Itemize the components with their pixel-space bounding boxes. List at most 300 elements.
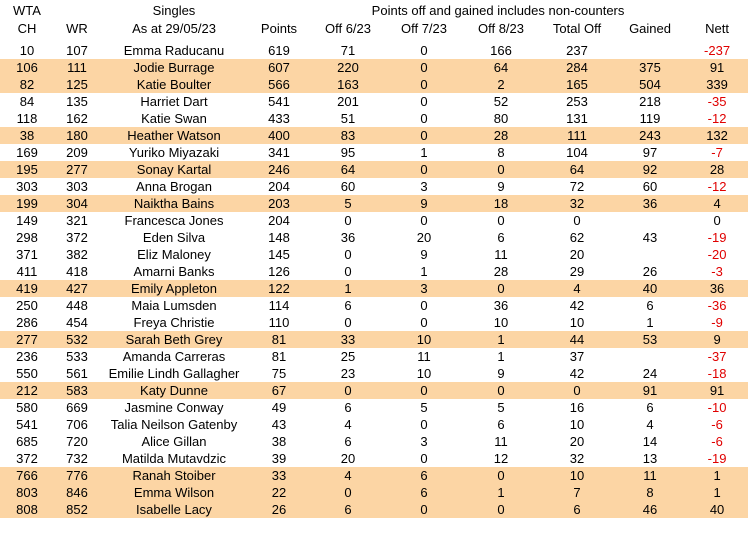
points-cell: 67 [248,382,310,399]
off7-cell: 3 [386,280,462,297]
wta-ch-cell: 212 [0,382,54,399]
off6-cell: 6 [310,501,386,518]
nett-cell: -19 [707,230,727,245]
world-rank-cell: 135 [66,94,88,109]
table-row [0,348,748,365]
wta-ch-cell: 580 [16,400,38,415]
world-rank-cell: 852 [54,501,100,518]
header-as-at: As at 29/05/23 [132,21,216,36]
wta-ch-cell: 149 [16,213,38,228]
nett-cell: -19 [707,451,727,466]
player-name-cell: Emma Wilson [100,484,248,501]
table-row [0,195,748,212]
points-cell: 341 [268,145,290,160]
world-rank-cell: 533 [66,349,88,364]
world-rank-cell: 776 [54,467,100,484]
player-name-cell: Amarni Banks [133,264,215,279]
wta-ch-cell: 236 [16,349,38,364]
nett-cell: 4 [686,195,748,212]
gained-cell [614,348,686,365]
points-cell: 541 [268,94,290,109]
off8-cell: 18 [462,195,540,212]
world-rank-cell: 532 [54,331,100,348]
player-name-cell: Matilda Mutavdzic [121,451,227,466]
table-row [0,76,748,93]
total-off-cell: 0 [540,382,614,399]
world-rank-cell: 372 [66,230,88,245]
wta-ch-cell: 84 [19,94,35,109]
table-row [0,144,748,161]
table-row [0,110,748,127]
header-off7: Off 7/23 [400,21,447,36]
table-row [0,331,748,348]
total-off-cell: 10 [569,315,585,330]
off7-cell: 0 [420,417,428,432]
gained-cell: 218 [639,94,661,109]
off7-cell: 0 [386,76,462,93]
wta-ch-cell: 411 [16,264,38,279]
off8-cell: 0 [462,467,540,484]
table-row [0,382,748,399]
player-name-cell: Freya Christie [133,315,215,330]
off6-cell: 6 [344,434,352,449]
nett-cell: -9 [711,315,723,330]
world-rank-cell: 321 [66,213,88,228]
nett-cell: -35 [707,94,727,109]
points-cell: 619 [268,43,290,58]
player-name-cell: Isabelle Lacy [100,501,248,518]
total-off-cell: 7 [540,484,614,501]
off8-cell: 6 [497,417,505,432]
off8-cell: 11 [494,247,508,262]
player-name-cell: Jasmine Conway [124,400,224,415]
off6-cell: 4 [310,467,386,484]
wta-ch-cell: 199 [0,195,54,212]
wta-ch-cell: 169 [16,145,38,160]
points-cell: 204 [268,213,290,228]
player-name-cell: Anna Brogan [136,179,212,194]
points-cell: 22 [248,484,310,501]
player-name-cell: Yuriko Miyazaki [128,145,220,160]
world-rank-cell: 583 [54,382,100,399]
off7-cell: 0 [386,382,462,399]
nett-cell: -18 [707,366,727,381]
off7-cell: 11 [417,349,431,364]
gained-cell: 43 [642,230,658,245]
wta-ch-cell: 250 [16,298,38,313]
player-name-cell: Naiktha Bains [100,195,248,212]
table-row [0,365,748,382]
off8-cell: 166 [490,43,512,58]
total-off-cell: 64 [540,161,614,178]
total-off-cell: 32 [540,195,614,212]
gained-cell: 97 [642,145,658,160]
table-row [0,280,748,297]
gained-cell: 40 [614,280,686,297]
off8-cell: 0 [462,280,540,297]
wta-ch-cell: 541 [16,417,38,432]
off7-cell: 0 [386,127,462,144]
off7-cell: 0 [420,43,428,58]
world-rank-cell: 454 [66,315,88,330]
gained-cell: 4 [646,417,654,432]
world-rank-cell: 706 [66,417,88,432]
gained-cell: 14 [642,434,658,449]
player-name-cell: Amanda Carreras [122,349,226,364]
nett-cell: 1 [686,484,748,501]
world-rank-cell: 180 [54,127,100,144]
world-rank-cell: 125 [54,76,100,93]
off8-cell: 80 [493,111,509,126]
off6-cell: 6 [344,298,352,313]
world-rank-cell: 418 [66,264,88,279]
total-off-cell: 42 [569,298,585,313]
off6-cell: 20 [340,451,356,466]
table-row [0,297,748,314]
gained-cell: 8 [614,484,686,501]
off7-cell: 1 [420,264,428,279]
off6-cell: 1 [310,280,386,297]
header-gained: Gained [629,21,671,36]
off6-cell: 64 [310,161,386,178]
wta-ch-cell: 372 [16,451,38,466]
total-off-cell: 20 [569,434,585,449]
wta-ch-cell: 38 [0,127,54,144]
wta-ch-cell: 10 [19,43,35,58]
player-name-cell: Harriet Dart [140,94,208,109]
off6-cell: 0 [344,315,352,330]
off8-cell: 10 [493,315,509,330]
nett-cell: -20 [707,247,727,262]
total-off-cell: 29 [569,264,585,279]
points-cell: 145 [268,247,290,262]
player-name-cell: Eliz Maloney [137,247,211,262]
world-rank-cell: 277 [54,161,100,178]
off6-cell: 5 [310,195,386,212]
total-off-cell: 62 [569,230,585,245]
total-off-cell: 253 [566,94,588,109]
off6-cell: 201 [337,94,359,109]
nett-cell: -237 [704,43,731,58]
header-nett: Nett [705,21,729,36]
table-row [0,450,748,467]
off6-cell: 0 [310,382,386,399]
points-cell: 110 [268,315,290,330]
off7-cell: 3 [420,434,428,449]
player-name-cell: Talia Neilson Gatenby [110,417,238,432]
table-row [0,178,748,195]
points-cell: 38 [271,434,287,449]
wta-ch-cell: 106 [0,59,54,76]
nett-cell: -6 [711,434,723,449]
off7-cell: 0 [386,59,462,76]
header-ch: CH [17,21,37,36]
world-rank-cell: 303 [66,179,88,194]
total-off-cell: 104 [566,145,588,160]
off8-cell: 9 [497,179,505,194]
table-row [0,229,748,246]
world-rank-cell: 720 [66,434,88,449]
gained-cell: 1 [646,315,654,330]
wta-ch-cell: 118 [16,111,38,126]
nett-cell: -12 [707,179,727,194]
gained-cell: 60 [642,179,658,194]
off8-cell: 6 [497,230,505,245]
header-blank-2 [248,2,310,20]
off7-cell: 0 [386,161,462,178]
player-name-cell: Ranah Stoiber [100,467,248,484]
off7-cell: 20 [416,230,432,245]
wta-ch-cell: 419 [0,280,54,297]
world-rank-cell: 448 [66,298,88,313]
gained-cell: 91 [614,382,686,399]
total-off-cell: 42 [569,366,585,381]
world-rank-cell: 382 [66,247,88,262]
points-cell: 49 [271,400,287,415]
off6-cell: 0 [310,484,386,501]
table-row [0,484,748,501]
off6-cell: 25 [340,349,356,364]
header-row-1 [0,2,748,20]
player-name-cell: Francesca Jones [124,213,224,228]
table-row [0,314,748,331]
points-cell: 203 [248,195,310,212]
gained-cell: 243 [614,127,686,144]
total-off-cell: 6 [540,501,614,518]
nett-cell: 40 [686,501,748,518]
off7-cell: 0 [420,298,428,313]
header-points: Points [260,21,298,36]
table-row [0,212,748,229]
header-wta: WTA [13,3,41,18]
points-cell: 122 [248,280,310,297]
gained-cell: 6 [646,400,654,415]
table-row [0,42,748,59]
world-rank-cell: 561 [66,366,88,381]
total-off-cell: 32 [569,451,585,466]
world-rank-cell: 111 [54,59,100,76]
wta-ch-cell: 82 [0,76,54,93]
points-cell: 246 [248,161,310,178]
table-row [0,127,748,144]
total-off-cell: 0 [573,213,581,228]
nett-cell: -7 [711,145,723,160]
nett-cell: 28 [686,161,748,178]
nett-cell: 36 [686,280,748,297]
gained-cell: 92 [614,161,686,178]
total-off-cell: 20 [569,247,585,262]
gained-cell: 13 [642,451,658,466]
points-cell: 43 [271,417,287,432]
table-row [0,161,748,178]
wta-ch-cell: 286 [16,315,38,330]
total-off-cell: 284 [540,59,614,76]
off7-cell: 0 [420,94,428,109]
header-off6: Off 6/23 [324,21,371,36]
table-row [0,59,748,76]
total-off-cell: 111 [540,127,614,144]
off8-cell: 5 [497,400,505,415]
off7-cell: 0 [420,315,428,330]
wta-ch-cell: 195 [0,161,54,178]
off6-cell: 0 [344,247,352,262]
world-rank-cell: 427 [54,280,100,297]
wta-ch-cell: 550 [16,366,38,381]
points-cell: 566 [248,76,310,93]
header-blank-3 [686,2,748,20]
off8-cell: 1 [462,331,540,348]
points-cell: 33 [248,467,310,484]
off6-cell: 36 [340,230,356,245]
wta-ch-cell: 277 [0,331,54,348]
off7-cell: 9 [420,247,428,262]
nett-cell: 91 [686,382,748,399]
off8-cell: 36 [493,298,509,313]
off6-cell: 23 [340,366,356,381]
off8-cell: 0 [462,382,540,399]
nett-cell: -6 [711,417,723,432]
total-off-cell: 44 [540,331,614,348]
header-row-2 [0,20,748,38]
gained-cell: 53 [614,331,686,348]
points-cell: 81 [248,331,310,348]
gained-cell: 11 [614,467,686,484]
gained-cell [614,246,686,263]
off6-cell: 6 [344,400,352,415]
wta-ch-cell: 803 [0,484,54,501]
off6-cell: 4 [344,417,352,432]
off8-cell: 1 [462,484,540,501]
off8-cell: 64 [462,59,540,76]
world-rank-cell: 669 [66,400,88,415]
off7-cell: 0 [420,111,428,126]
points-cell: 81 [271,349,287,364]
off6-cell: 163 [310,76,386,93]
nett-cell: 0 [713,213,721,228]
off6-cell: 0 [344,264,352,279]
player-name-cell: Maia Lumsden [131,298,217,313]
total-off-cell: 131 [566,111,588,126]
points-cell: 26 [248,501,310,518]
total-off-cell: 237 [566,43,588,58]
nett-cell: 132 [686,127,748,144]
player-name-cell: Emilie Lindh Gallagher [108,366,240,381]
off8-cell: 0 [497,213,505,228]
gained-cell [614,212,686,229]
off7-cell: 6 [386,484,462,501]
world-rank-cell: 304 [54,195,100,212]
player-name-cell: Emily Appleton [100,280,248,297]
off6-cell: 95 [340,145,356,160]
table-row [0,263,748,280]
header-blank-1 [54,2,100,20]
off8-cell: 2 [462,76,540,93]
off7-cell: 10 [416,366,432,381]
points-cell: 126 [268,264,290,279]
off7-cell: 5 [420,400,428,415]
nett-cell: -36 [707,298,727,313]
world-rank-cell: 732 [66,451,88,466]
gained-cell: 6 [646,298,654,313]
header-wr: WR [66,21,88,36]
wta-ch-cell: 371 [16,247,38,262]
gained-cell: 46 [614,501,686,518]
total-off-cell: 72 [569,179,585,194]
off7-cell: 9 [386,195,462,212]
nett-cell: -3 [711,264,723,279]
wta-ch-cell: 303 [16,179,38,194]
points-cell: 39 [271,451,287,466]
points-cell: 400 [248,127,310,144]
world-rank-cell: 846 [54,484,100,501]
off8-cell: 28 [462,127,540,144]
world-rank-cell: 209 [66,145,88,160]
total-off-cell: 16 [569,400,585,415]
total-off-cell: 37 [569,349,585,364]
wta-ch-cell: 808 [0,501,54,518]
gained-cell [614,42,686,59]
points-cell: 148 [268,230,290,245]
nett-cell: 9 [686,331,748,348]
rankings-table [0,2,748,518]
nett-cell: 339 [686,76,748,93]
off6-cell: 83 [310,127,386,144]
table-row [0,433,748,450]
off8-cell: 0 [462,161,540,178]
header-total-off: Total Off [552,21,602,36]
wta-ch-cell: 766 [0,467,54,484]
off8-cell: 12 [493,451,509,466]
table-row [0,93,748,110]
wta-ch-cell: 685 [16,434,38,449]
gained-cell: 504 [614,76,686,93]
off7-cell: 1 [420,145,428,160]
off7-cell: 0 [386,501,462,518]
gained-cell: 24 [642,366,658,381]
total-off-cell: 165 [540,76,614,93]
player-name-cell: Emma Raducanu [123,43,225,58]
player-name-cell: Heather Watson [100,127,248,144]
gained-cell: 375 [614,59,686,76]
player-name-cell: Katie Swan [141,111,207,126]
total-off-cell: 10 [540,467,614,484]
off8-cell: 28 [493,264,509,279]
off7-cell: 3 [420,179,428,194]
table-row [0,246,748,263]
table-row [0,416,748,433]
world-rank-cell: 162 [66,111,88,126]
off8-cell: 9 [497,366,505,381]
player-name-cell: Jodie Burrage [100,59,248,76]
player-name-cell: Katy Dunne [100,382,248,399]
points-cell: 75 [271,366,287,381]
gained-cell: 26 [642,264,658,279]
player-name-cell: Katie Boulter [100,76,248,93]
table-row [0,501,748,518]
off8-cell: 1 [497,349,505,364]
nett-cell: -12 [707,111,727,126]
off6-cell: 51 [340,111,356,126]
player-name-cell: Eden Silva [142,230,206,245]
off6-cell: 60 [340,179,356,194]
off8-cell: 8 [497,145,505,160]
nett-cell: 1 [686,467,748,484]
nett-cell: -37 [707,349,727,364]
off6-cell: 0 [344,213,352,228]
off8-cell: 0 [462,501,540,518]
points-cell: 433 [268,111,290,126]
gained-cell: 36 [614,195,686,212]
